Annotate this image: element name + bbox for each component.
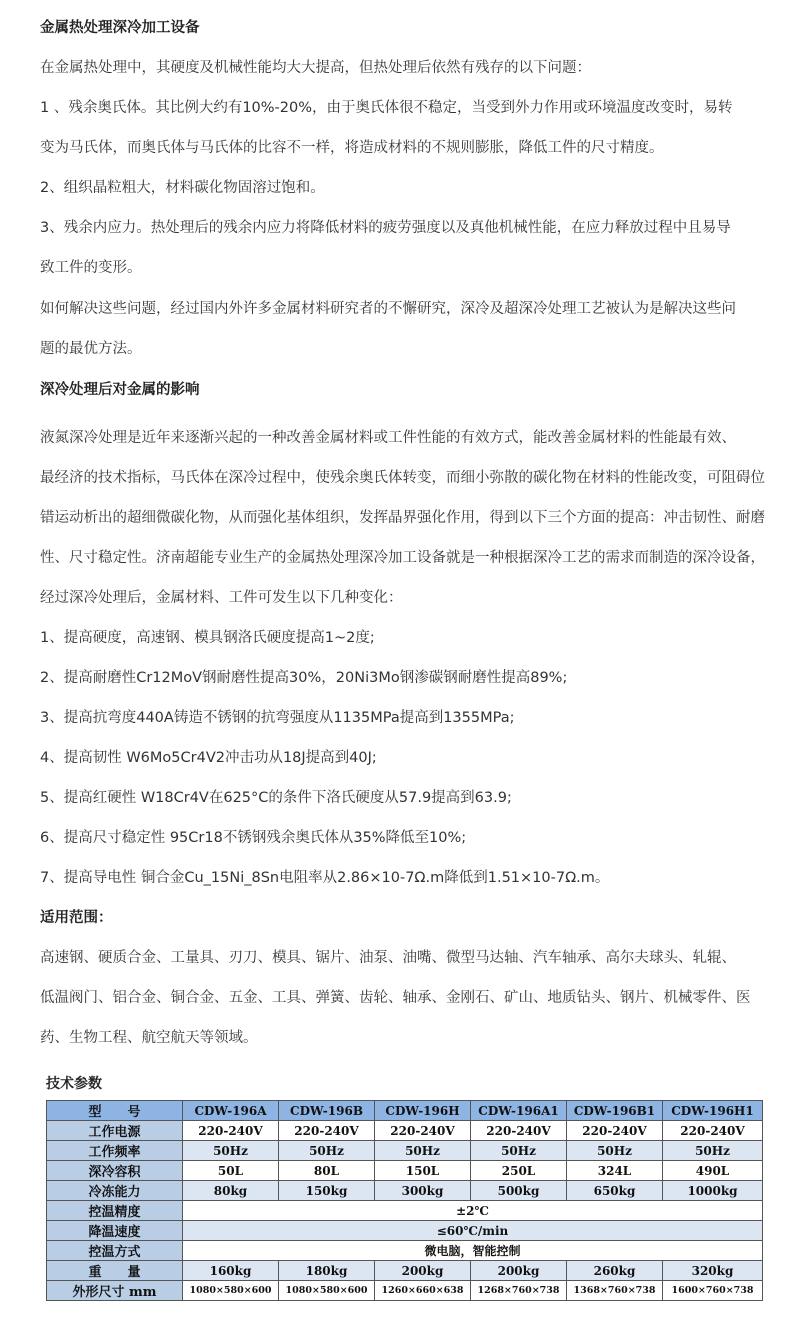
model-header-cell: CDW-196H1 xyxy=(663,1101,763,1121)
table-row xyxy=(47,1121,763,1141)
paragraph-line: 错运动析出的超细微碳化物，从而强化基体组织，发挥晶界强化作用，得到以下三个方面的提高：冲击韧性、耐磨 xyxy=(40,510,765,526)
spec-table-title: 技术参数 xyxy=(46,1076,102,1092)
model-label: 型 号 xyxy=(47,1101,183,1121)
paragraph-line: 2、组织晶粒粗大，材料碳化物固溶过饱和。 xyxy=(40,180,325,196)
paragraph-line: 性、尺寸稳定性。济南超能专业生产的金属热处理深冷加工设备就是一种根据深冷工艺的需求而制造的深冷设备， xyxy=(40,550,765,566)
value-cell: 50L xyxy=(183,1161,279,1181)
value-cell: 50Hz xyxy=(279,1141,375,1161)
model-header-cell: CDW-196A xyxy=(183,1101,279,1121)
paragraph-line: 如何解决这些问题，经过国内外许多金属材料研究者的不懈研究，深冷及超深冷处理工艺被认为是解决这些问 xyxy=(40,301,736,317)
paragraph-line: 致工件的变形。 xyxy=(40,260,142,276)
merged-value-cell: ±2℃ xyxy=(183,1201,763,1221)
value-cell: 200kg xyxy=(471,1261,567,1281)
section-heading: 适用范围： xyxy=(40,910,113,926)
value-cell: 1268×760×738 xyxy=(471,1281,567,1301)
paragraph-line: 7、提高导电性 铜合金Cu_15Ni_8Sn电阻率从2.86×10-7Ω.m降低到1.51×10-7Ω.m。 xyxy=(40,870,610,886)
value-cell: 300kg xyxy=(375,1181,471,1201)
value-cell: 50Hz xyxy=(375,1141,471,1161)
row-label: 冷冻能力 xyxy=(47,1181,183,1201)
paragraph-line: 1、提高硬度，高速钢、模具钢洛氏硬度提高1~2度; xyxy=(40,630,375,646)
value-cell: 50Hz xyxy=(471,1141,567,1161)
value-cell: 220-240V xyxy=(663,1121,763,1141)
value-cell: 220-240V xyxy=(471,1121,567,1141)
value-cell: 80L xyxy=(279,1161,375,1181)
paragraph-line: 5、提高红硬性 W18Cr4V在625°C的条件下洛氏硬度从57.9提高到63.9; xyxy=(40,790,512,806)
paragraph-line: 变为马氏体，而奥氏体与马氏体的比容不一样，将造成材料的不规则膨胀，降低工件的尺寸精度。 xyxy=(40,140,664,156)
value-cell: 324L xyxy=(567,1161,663,1181)
paragraph-line: 在金属热处理中，其硬度及机械性能均大大提高，但热处理后依然有残存的以下问题： xyxy=(40,60,591,76)
value-cell: 220-240V xyxy=(567,1121,663,1141)
value-cell: 1080×580×600 xyxy=(183,1281,279,1301)
row-label: 控温方式 xyxy=(47,1241,183,1261)
value-cell: 490L xyxy=(663,1161,763,1181)
table-row xyxy=(47,1201,763,1221)
paragraph-line: 3、残余内应力。热处理后的残余内应力将降低材料的疲劳强度以及真他机械性能，在应力释放过程中且易导 xyxy=(40,220,731,236)
row-label: 降温速度 xyxy=(47,1221,183,1241)
paragraph-line: 最经济的技术指标，马氏体在深冷过程中，使残余奥氏体转变，而细小弥散的碳化物在材料的性能改变，可阻碍位 xyxy=(40,470,765,486)
table-row xyxy=(47,1181,763,1201)
paragraph-line: 药、生物工程、航空航天等领域。 xyxy=(40,1030,258,1046)
table-row xyxy=(47,1161,763,1181)
value-cell: 500kg xyxy=(471,1181,567,1201)
value-cell: 50Hz xyxy=(183,1141,279,1161)
paragraph-line: 低温阀门、铝合金、铜合金、五金、工具、弹簧、齿轮、轴承、金刚石、矿山、地质钻头、钢片、机械零件、医 xyxy=(40,990,751,1006)
merged-value-cell: ≤60℃/min xyxy=(183,1221,763,1241)
model-header-cell: CDW-196H xyxy=(375,1101,471,1121)
paragraph-line: 题的最优方法。 xyxy=(40,341,142,357)
paragraph-line: 6、提高尺寸稳定性 95Cr18不锈钢残余奥氏体从35%降低至10%; xyxy=(40,830,467,846)
section-heading: 金属热处理深冷加工设备 xyxy=(40,20,200,36)
value-cell: 1260×660×638 xyxy=(375,1281,471,1301)
value-cell: 150kg xyxy=(279,1181,375,1201)
paragraph-line: 1 、残余奥氏体。其比例大约有10%-20%，由于奥氏体很不稳定，当受到外力作用或环境温度改变时，易转 xyxy=(40,100,733,116)
value-cell: 1368×760×738 xyxy=(567,1281,663,1301)
row-label: 工作电源 xyxy=(47,1121,183,1141)
value-cell: 220-240V xyxy=(279,1121,375,1141)
value-cell: 650kg xyxy=(567,1181,663,1201)
value-cell: 150L xyxy=(375,1161,471,1181)
row-label: 外形尺寸 mm xyxy=(47,1281,183,1301)
paragraph-line: 2、提高耐磨性Cr12MoV钢耐磨性提高30%，20Ni3Mo钢渗碳钢耐磨性提高89%; xyxy=(40,670,568,686)
value-cell: 200kg xyxy=(375,1261,471,1281)
merged-value-cell: 微电脑，智能控制 xyxy=(183,1241,763,1261)
value-cell: 50Hz xyxy=(567,1141,663,1161)
table-header-row xyxy=(47,1101,763,1121)
value-cell: 160kg xyxy=(183,1261,279,1281)
model-header-cell: CDW-196A1 xyxy=(471,1101,567,1121)
paragraph-line: 高速钢、硬质合金、工量具、刃刀、模具、锯片、油泵、油嘴、微型马达轴、汽车轴承、高尔夫球头、轧辊、 xyxy=(40,950,736,966)
value-cell: 220-240V xyxy=(375,1121,471,1141)
value-cell: 1600×760×738 xyxy=(663,1281,763,1301)
value-cell: 320kg xyxy=(663,1261,763,1281)
row-label: 深冷容积 xyxy=(47,1161,183,1181)
spec-table xyxy=(46,1100,763,1301)
value-cell: 1080×580×600 xyxy=(279,1281,375,1301)
value-cell: 180kg xyxy=(279,1261,375,1281)
value-cell: 260kg xyxy=(567,1261,663,1281)
paragraph-line: 4、提高韧性 W6Mo5Cr4V2冲击功从18J提高到40J; xyxy=(40,750,377,766)
value-cell: 220-240V xyxy=(183,1121,279,1141)
value-cell: 250L xyxy=(471,1161,567,1181)
table-row xyxy=(47,1281,763,1301)
value-cell: 50Hz xyxy=(663,1141,763,1161)
paragraph-line: 经过深冷处理后，金属材料、工件可发生以下几种变化： xyxy=(40,590,403,606)
table-row xyxy=(47,1221,763,1241)
row-label: 工作频率 xyxy=(47,1141,183,1161)
table-row xyxy=(47,1241,763,1261)
value-cell: 80kg xyxy=(183,1181,279,1201)
row-label: 重 量 xyxy=(47,1261,183,1281)
paragraph-line: 3、提高抗弯度440A铸造不锈钢的抗弯强度从1135MPa提高到1355MPa; xyxy=(40,710,515,726)
section-heading: 深冷处理后对金属的影响 xyxy=(40,382,200,398)
value-cell: 1000kg xyxy=(663,1181,763,1201)
table-row xyxy=(47,1261,763,1281)
paragraph-line: 液氮深冷处理是近年来逐渐兴起的一种改善金属材料或工件性能的有效方式，能改善金属材料的性能最有效、 xyxy=(40,430,736,446)
model-header-cell: CDW-196B xyxy=(279,1101,375,1121)
model-header-cell: CDW-196B1 xyxy=(567,1101,663,1121)
table-row xyxy=(47,1141,763,1161)
row-label: 控温精度 xyxy=(47,1201,183,1221)
